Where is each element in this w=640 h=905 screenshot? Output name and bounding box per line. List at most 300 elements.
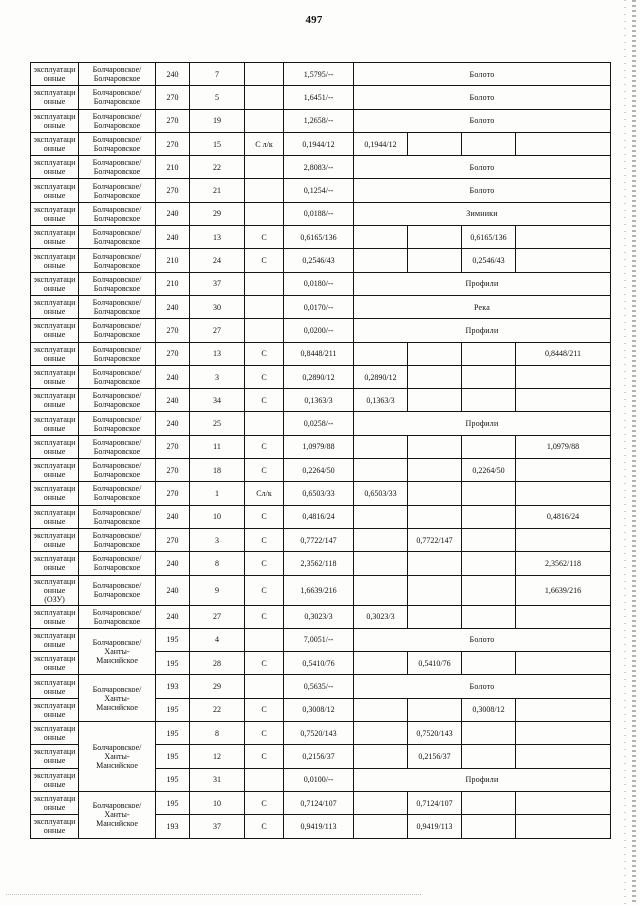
value-cell: [354, 745, 408, 768]
table-row: [31, 459, 611, 482]
total-cell: 1,0979/88: [284, 435, 354, 458]
total-cell: 0,0258/--: [284, 412, 354, 435]
category-cell: эксплуатаци онные: [31, 132, 79, 155]
value-cell: [408, 459, 462, 482]
value-cell: 0,7520/143: [408, 722, 462, 745]
type-cell: С: [245, 342, 284, 365]
total-cell: 0,8448/211: [284, 342, 354, 365]
plot-cell: 1: [190, 482, 245, 505]
total-cell: 0,0188/--: [284, 202, 354, 225]
value-cell: [354, 815, 408, 838]
value-cell: [516, 365, 611, 388]
plot-cell: 13: [190, 342, 245, 365]
total-cell: 0,2264/50: [284, 459, 354, 482]
value-cell: [408, 552, 462, 575]
quarter-cell: 240: [156, 505, 190, 528]
quarter-cell: 240: [156, 202, 190, 225]
total-cell: 0,0100/--: [284, 768, 354, 791]
quarter-cell: 195: [156, 745, 190, 768]
type-cell: С: [245, 575, 284, 605]
quarter-cell: 240: [156, 412, 190, 435]
value-cell: 0,3023/3: [354, 605, 408, 628]
category-cell: эксплуатаци онные: [31, 342, 79, 365]
value-cell: [354, 552, 408, 575]
type-cell: [245, 675, 284, 698]
forestry-cell: Болчаровское/ Болчаровское: [79, 552, 156, 575]
table-row: [31, 86, 611, 109]
category-cell: эксплуатаци онные: [31, 365, 79, 388]
type-cell: С: [245, 815, 284, 838]
note-cell: Профили: [354, 319, 611, 342]
note-cell: Болото: [354, 63, 611, 86]
value-cell: [516, 389, 611, 412]
category-cell: эксплуатаци онные: [31, 412, 79, 435]
note-cell: Болото: [354, 628, 611, 651]
page-number: 497: [305, 14, 323, 26]
type-cell: С: [245, 459, 284, 482]
table-row: [31, 249, 611, 272]
total-cell: 0,7520/143: [284, 722, 354, 745]
plot-cell: 10: [190, 791, 245, 814]
type-cell: С: [245, 745, 284, 768]
value-cell: 0,7722/147: [408, 528, 462, 551]
table-row: [31, 319, 611, 342]
value-cell: 0,3008/12: [462, 698, 516, 721]
note-cell: Болото: [354, 86, 611, 109]
value-cell: [408, 505, 462, 528]
value-cell: [354, 249, 408, 272]
value-cell: 0,2264/50: [462, 459, 516, 482]
table-row: [31, 552, 611, 575]
value-cell: [462, 815, 516, 838]
quarter-cell: 195: [156, 652, 190, 675]
category-cell: эксплуатаци онные: [31, 675, 79, 698]
quarter-cell: 193: [156, 675, 190, 698]
value-cell: 0,4816/24: [516, 505, 611, 528]
value-cell: [462, 435, 516, 458]
total-cell: 0,1363/3: [284, 389, 354, 412]
value-cell: [354, 575, 408, 605]
plot-cell: 22: [190, 156, 245, 179]
forestry-cell: Болчаровское/ Болчаровское: [79, 482, 156, 505]
quarter-cell: 270: [156, 482, 190, 505]
total-cell: 7,0051/--: [284, 628, 354, 651]
forestry-cell: Болчаровское/ Болчаровское: [79, 109, 156, 132]
value-cell: [516, 249, 611, 272]
forestry-cell: Болчаровское/ Ханты- Мансийское: [79, 675, 156, 722]
quarter-cell: 240: [156, 295, 190, 318]
forestry-cell: Болчаровское/ Болчаровское: [79, 412, 156, 435]
plot-cell: 27: [190, 605, 245, 628]
value-cell: 0,9419/113: [408, 815, 462, 838]
value-cell: 1,0979/88: [516, 435, 611, 458]
type-cell: С: [245, 698, 284, 721]
value-cell: [408, 226, 462, 249]
plot-cell: 21: [190, 179, 245, 202]
note-cell: Река: [354, 295, 611, 318]
quarter-cell: 240: [156, 552, 190, 575]
quarter-cell: 270: [156, 342, 190, 365]
table-row: [31, 132, 611, 155]
category-cell: эксплуатаци онные: [31, 435, 79, 458]
value-cell: 1,6639/216: [516, 575, 611, 605]
value-cell: [516, 132, 611, 155]
quarter-cell: 240: [156, 365, 190, 388]
type-cell: С: [245, 226, 284, 249]
note-cell: Болото: [354, 179, 611, 202]
table-row: [31, 365, 611, 388]
type-cell: [245, 412, 284, 435]
note-cell: Профили: [354, 412, 611, 435]
total-cell: 1,6451/--: [284, 86, 354, 109]
category-cell: эксплуатаци онные: [31, 745, 79, 768]
table-row: [31, 389, 611, 412]
type-cell: [245, 272, 284, 295]
type-cell: [245, 202, 284, 225]
table-row: [31, 722, 611, 745]
plot-cell: 5: [190, 86, 245, 109]
value-cell: [462, 528, 516, 551]
total-cell: 2,3562/118: [284, 552, 354, 575]
type-cell: [245, 156, 284, 179]
plot-cell: 3: [190, 365, 245, 388]
plot-cell: 10: [190, 505, 245, 528]
type-cell: С: [245, 365, 284, 388]
forestry-cell: Болчаровское/ Ханты- Мансийское: [79, 791, 156, 838]
table-row: [31, 575, 611, 605]
quarter-cell: 240: [156, 63, 190, 86]
value-cell: [516, 698, 611, 721]
type-cell: С: [245, 652, 284, 675]
forestry-cell: Болчаровское/ Болчаровское: [79, 202, 156, 225]
value-cell: [408, 698, 462, 721]
plot-cell: 37: [190, 272, 245, 295]
category-cell: эксплуатаци онные: [31, 272, 79, 295]
plot-cell: 37: [190, 815, 245, 838]
note-cell: Профили: [354, 272, 611, 295]
type-cell: С: [245, 722, 284, 745]
forestry-cell: Болчаровское/ Болчаровское: [79, 63, 156, 86]
quarter-cell: 270: [156, 109, 190, 132]
total-cell: 0,5635/--: [284, 675, 354, 698]
type-cell: С: [245, 791, 284, 814]
plot-cell: 24: [190, 249, 245, 272]
plot-cell: 29: [190, 202, 245, 225]
quarter-cell: 195: [156, 768, 190, 791]
value-cell: [462, 652, 516, 675]
table-row: [31, 482, 611, 505]
type-cell: Сл/к: [245, 482, 284, 505]
quarter-cell: 270: [156, 179, 190, 202]
value-cell: [462, 575, 516, 605]
quarter-cell: 195: [156, 698, 190, 721]
forestry-cell: Болчаровское/ Болчаровское: [79, 132, 156, 155]
plot-cell: 3: [190, 528, 245, 551]
value-cell: [354, 698, 408, 721]
type-cell: С л/к: [245, 132, 284, 155]
table-row: [31, 628, 611, 651]
total-cell: 0,0170/--: [284, 295, 354, 318]
value-cell: [516, 815, 611, 838]
note-cell: Болото: [354, 156, 611, 179]
total-cell: 0,0200/--: [284, 319, 354, 342]
value-cell: [462, 365, 516, 388]
value-cell: [354, 342, 408, 365]
category-cell: эксплуатаци онные (ОЗУ): [31, 575, 79, 605]
value-cell: 0,6503/33: [354, 482, 408, 505]
table-row: [31, 528, 611, 551]
quarter-cell: 240: [156, 389, 190, 412]
forestry-cell: Болчаровское/ Болчаровское: [79, 342, 156, 365]
note-cell: Болото: [354, 109, 611, 132]
category-cell: эксплуатаци онные: [31, 505, 79, 528]
table-row: [31, 791, 611, 814]
quarter-cell: 270: [156, 132, 190, 155]
value-cell: [516, 605, 611, 628]
type-cell: [245, 179, 284, 202]
type-cell: С: [245, 249, 284, 272]
quarter-cell: 195: [156, 791, 190, 814]
value-cell: [462, 791, 516, 814]
table-row: [31, 295, 611, 318]
value-cell: [516, 459, 611, 482]
value-cell: [516, 722, 611, 745]
type-cell: [245, 86, 284, 109]
plot-cell: 34: [190, 389, 245, 412]
plot-cell: 8: [190, 722, 245, 745]
category-cell: эксплуатаци онные: [31, 249, 79, 272]
forestry-cell: Болчаровское/ Болчаровское: [79, 179, 156, 202]
forestry-cell: Болчаровское/ Болчаровское: [79, 249, 156, 272]
forestry-cell: Болчаровское/ Болчаровское: [79, 156, 156, 179]
category-cell: эксплуатаци онные: [31, 768, 79, 791]
plot-cell: 27: [190, 319, 245, 342]
type-cell: [245, 319, 284, 342]
total-cell: 0,7124/107: [284, 791, 354, 814]
note-cell: Болото: [354, 675, 611, 698]
table-row: [31, 272, 611, 295]
forestry-cell: Болчаровское/ Болчаровское: [79, 389, 156, 412]
plot-cell: 22: [190, 698, 245, 721]
plot-cell: 28: [190, 652, 245, 675]
forestry-cell: Болчаровское/ Болчаровское: [79, 295, 156, 318]
quarter-cell: 240: [156, 575, 190, 605]
category-cell: эксплуатаци онные: [31, 459, 79, 482]
quarter-cell: 240: [156, 226, 190, 249]
value-cell: 0,2546/43: [462, 249, 516, 272]
total-cell: 2,8083/--: [284, 156, 354, 179]
value-cell: [354, 505, 408, 528]
value-cell: [462, 505, 516, 528]
category-cell: эксплуатаци онные: [31, 528, 79, 551]
category-cell: эксплуатаци онные: [31, 652, 79, 675]
forestry-cell: Болчаровское/ Болчаровское: [79, 435, 156, 458]
total-cell: 0,3023/3: [284, 605, 354, 628]
value-cell: 0,2156/37: [408, 745, 462, 768]
table-row: [31, 505, 611, 528]
value-cell: [354, 528, 408, 551]
forestry-cell: Болчаровское/ Ханты- Мансийское: [79, 628, 156, 675]
type-cell: С: [245, 552, 284, 575]
category-cell: эксплуатаци онные: [31, 63, 79, 86]
category-cell: эксплуатаци онные: [31, 815, 79, 838]
scan-noise-artifact: [6, 894, 421, 895]
value-cell: 0,8448/211: [516, 342, 611, 365]
value-cell: 0,1944/12: [354, 132, 408, 155]
value-cell: 0,6165/136: [462, 226, 516, 249]
value-cell: [462, 482, 516, 505]
table-body: [31, 63, 611, 839]
quarter-cell: 210: [156, 249, 190, 272]
quarter-cell: 270: [156, 459, 190, 482]
forestry-cell: Болчаровское/ Болчаровское: [79, 528, 156, 551]
scan-edge-artifact: [632, 0, 636, 905]
forestry-cell: Болчаровское/ Болчаровское: [79, 86, 156, 109]
value-cell: [462, 342, 516, 365]
quarter-cell: 270: [156, 435, 190, 458]
plot-cell: 25: [190, 412, 245, 435]
total-cell: 0,2546/43: [284, 249, 354, 272]
forestry-cell: Болчаровское/ Болчаровское: [79, 459, 156, 482]
table-row: [31, 109, 611, 132]
value-cell: [462, 722, 516, 745]
quarter-cell: 270: [156, 528, 190, 551]
total-cell: 1,6639/216: [284, 575, 354, 605]
value-cell: [354, 459, 408, 482]
forestry-cell: Болчаровское/ Болчаровское: [79, 605, 156, 628]
value-cell: [408, 389, 462, 412]
quarter-cell: 240: [156, 605, 190, 628]
total-cell: 0,7722/147: [284, 528, 354, 551]
forestry-cell: Болчаровское/ Болчаровское: [79, 575, 156, 605]
type-cell: С: [245, 435, 284, 458]
plot-cell: 30: [190, 295, 245, 318]
category-cell: эксплуатаци онные: [31, 156, 79, 179]
category-cell: эксплуатаци онные: [31, 295, 79, 318]
plot-cell: 18: [190, 459, 245, 482]
value-cell: 2,3562/118: [516, 552, 611, 575]
total-cell: 0,1254/--: [284, 179, 354, 202]
total-cell: 0,0180/--: [284, 272, 354, 295]
category-cell: эксплуатаци онные: [31, 722, 79, 745]
forestry-cell: Болчаровское/ Болчаровское: [79, 505, 156, 528]
value-cell: [408, 249, 462, 272]
category-cell: эксплуатаци онные: [31, 109, 79, 132]
type-cell: С: [245, 605, 284, 628]
forestry-cell: Болчаровское/ Болчаровское: [79, 272, 156, 295]
value-cell: [408, 132, 462, 155]
type-cell: [245, 63, 284, 86]
total-cell: 0,6503/33: [284, 482, 354, 505]
plot-cell: 15: [190, 132, 245, 155]
category-cell: эксплуатаци онные: [31, 698, 79, 721]
value-cell: 0,5410/76: [408, 652, 462, 675]
category-cell: эксплуатаци онные: [31, 389, 79, 412]
scan-edge-artifact: [624, 0, 626, 905]
category-cell: эксплуатаци онные: [31, 319, 79, 342]
value-cell: [462, 745, 516, 768]
value-cell: [516, 652, 611, 675]
category-cell: эксплуатаци онные: [31, 791, 79, 814]
value-cell: [516, 226, 611, 249]
value-cell: [462, 132, 516, 155]
type-cell: С: [245, 389, 284, 412]
forestry-cell: Болчаровское/ Болчаровское: [79, 319, 156, 342]
table-row: [31, 202, 611, 225]
forestry-cell: Болчаровское/ Болчаровское: [79, 226, 156, 249]
category-cell: эксплуатаци онные: [31, 86, 79, 109]
value-cell: [408, 482, 462, 505]
value-cell: [462, 605, 516, 628]
quarter-cell: 195: [156, 628, 190, 651]
value-cell: [516, 482, 611, 505]
value-cell: [354, 722, 408, 745]
total-cell: 0,2156/37: [284, 745, 354, 768]
value-cell: [408, 575, 462, 605]
type-cell: С: [245, 505, 284, 528]
category-cell: эксплуатаци онные: [31, 552, 79, 575]
value-cell: [516, 528, 611, 551]
plot-cell: 7: [190, 63, 245, 86]
note-cell: Зимники: [354, 202, 611, 225]
quarter-cell: 270: [156, 319, 190, 342]
total-cell: 0,1944/12: [284, 132, 354, 155]
value-cell: [408, 342, 462, 365]
quarter-cell: 193: [156, 815, 190, 838]
category-cell: эксплуатаци онные: [31, 179, 79, 202]
plot-cell: 8: [190, 552, 245, 575]
table-row: [31, 605, 611, 628]
forestry-cell: Болчаровское/ Ханты- Мансийское: [79, 722, 156, 792]
value-cell: [408, 605, 462, 628]
category-cell: эксплуатаци онные: [31, 226, 79, 249]
plot-cell: 4: [190, 628, 245, 651]
quarter-cell: 195: [156, 722, 190, 745]
value-cell: 0,1363/3: [354, 389, 408, 412]
note-cell: Профили: [354, 768, 611, 791]
table-row: [31, 179, 611, 202]
value-cell: [354, 226, 408, 249]
table-row: [31, 226, 611, 249]
table-row: [31, 156, 611, 179]
total-cell: 1,5795/--: [284, 63, 354, 86]
forestry-cell: Болчаровское/ Болчаровское: [79, 365, 156, 388]
value-cell: 0,7124/107: [408, 791, 462, 814]
value-cell: [462, 389, 516, 412]
type-cell: [245, 295, 284, 318]
value-cell: [516, 745, 611, 768]
table-row: [31, 675, 611, 698]
category-cell: эксплуатаци онные: [31, 202, 79, 225]
table-row: [31, 412, 611, 435]
plot-cell: 9: [190, 575, 245, 605]
plot-cell: 31: [190, 768, 245, 791]
quarter-cell: 270: [156, 86, 190, 109]
type-cell: С: [245, 528, 284, 551]
value-cell: [354, 652, 408, 675]
plot-cell: 19: [190, 109, 245, 132]
table-row: [31, 435, 611, 458]
total-cell: 0,6165/136: [284, 226, 354, 249]
table-row: [31, 63, 611, 86]
type-cell: [245, 109, 284, 132]
type-cell: [245, 768, 284, 791]
quarter-cell: 210: [156, 272, 190, 295]
total-cell: 0,3008/12: [284, 698, 354, 721]
category-cell: эксплуатаци онные: [31, 482, 79, 505]
total-cell: 0,9419/113: [284, 815, 354, 838]
plot-cell: 13: [190, 226, 245, 249]
